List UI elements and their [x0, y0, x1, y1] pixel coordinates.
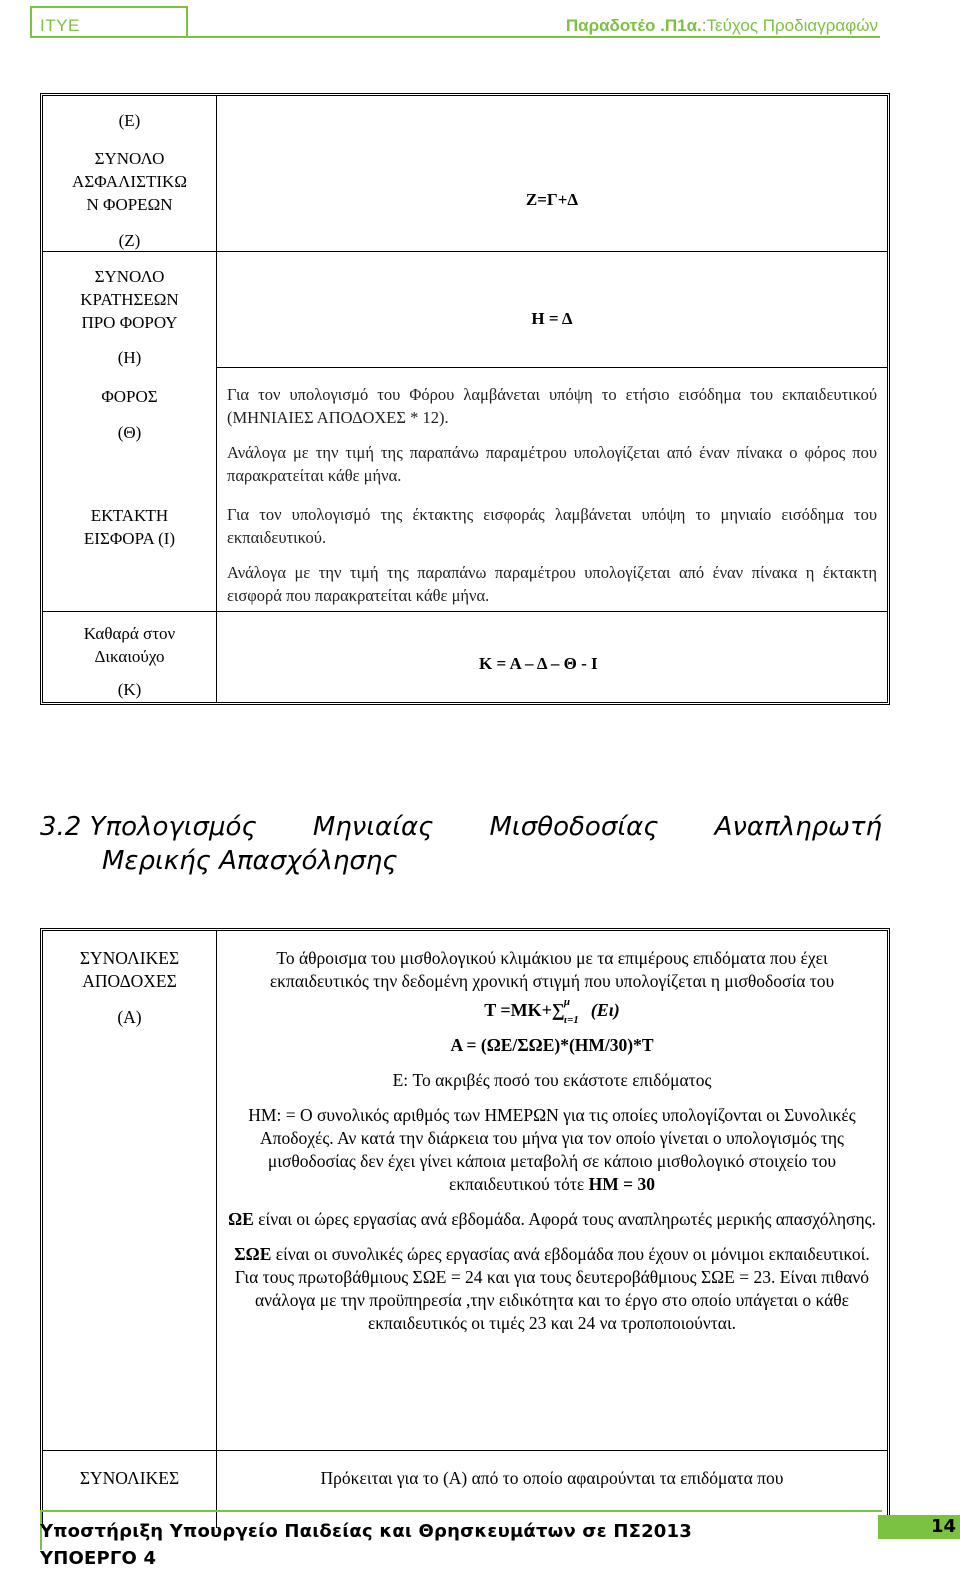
formula-a: Α = (ΩΕ/ΣΩΕ)*(ΗΜ/30)*Τ	[450, 1035, 654, 1055]
cell-formula-z: Ζ=Γ+Δ	[525, 190, 579, 209]
definition-e: E: Το ακριβές ποσό του εκάστοτε επιδόματος	[392, 1070, 712, 1090]
table-salary-breakdown	[40, 93, 890, 705]
section-heading: 3.2 Υπολογισμός Μηνιαίας Μισθοδοσίας Αναπληρωτή Μερικής Απασχόλησης	[40, 812, 882, 876]
header-title-bold: Παραδοτέο .Π1α.	[565, 16, 702, 35]
definition-hm: ΗΜ: = Ο συνολικός αριθμός των ΗΜΕΡΩΝ για τις οποίες υπολογίζονται οι Συνολικές Αποδοχές. Αν κατά την διάρκεια του μήνα για τον οποίο γίνεται ο υπολογισμός της μισθοδοσίας δεν έχει γίνει κάποια μεταβολή σε κάποιο μισθολογικό στοιχείο του εκπαιδευτικού τότε ΗΜ = 30	[248, 1105, 856, 1194]
cell-net-label: Καθαρά στον Δικαιούχο (Κ)	[83, 624, 176, 699]
cell-levy-description: Για τον υπολογισμό της έκτακτης εισφοράς λαμβάνεται υπόψη το μηνιαίο εισόδημα του εκπαιδευτικού. Ανάλογα με την τιμή της παραπάνω παραμέτρου υπολογίζεται από έναν πίνακα η έκτακτη εισφορά που παρακρατείται κάθε μήνα.	[227, 505, 877, 605]
formula-t: T =MK+∑ μ ι=1 (Eι)	[484, 996, 620, 1026]
cell-total-earnings-label: ΣΥΝΟΛΙΚΕΣ ΑΠΟΔΟΧΕΣ (Α)	[79, 948, 180, 1027]
cell-formula-h: Η = Δ	[531, 309, 573, 328]
cell-total-earnings-description: Το άθροισμα του μισθολογικού κλιμάκιου με τα επιμέρους επιδόματα που έχει εκπαιδευτικός την δεδομένη χρονική στιγμή που υπολογίζεται η μισθοδοσία του T =MK+∑ μ ι=1 (Eι) Α = (ΩΕ/ΣΩΕ)*(ΗΜ/30)*Τ E: Το ακριβές ποσό του εκάστοτε επιδόματος ΗΜ: = Ο συνολικός αριθμός των ΗΜΕΡΩΝ για τις οποίες υπολογίζονται οι Συνολικές Αποδοχές. Αν κατά την διάρκεια του μήνα για τον οποίο γίνεται ο υπολογισμός της μισθοδοσίας δεν έχει γίνει κάποια μεταβολή σε κάποιο μισθολογικό στοιχείο του εκπαιδευτικού τότε ΗΜ = 30 ΩΕ είναι οι ώρες εργασίας ανά εβδομάδα. Αφορά τους αναπληρωτές μερικής απασχόλησης. ΣΩΕ είναι οι συνολικές ώρες εργασίας ανά εβδομάδα που έχουν οι μόνιμοι εκπαιδευτικοί. Για τους πρωτοβάθμιους ΣΩΕ = 24 και για τους δευτεροβάθμιους ΣΩΕ = 23. Είναι πιθανό ανάλογα με την προϋπηρεσία ,την ειδικότητα και το έργο στο οποίο υπάγεται ο κάθε εκπαιδευτικός οι τιμές 23 και 24 να τροποποιούνται.	[228, 948, 876, 1333]
page-number: 14	[878, 1515, 960, 1539]
cell-tax-label: ΦΟΡΟΣ (Θ)	[101, 387, 158, 442]
definition-soe: ΣΩΕ είναι οι συνολικές ώρες εργασίας ανά εβδομάδα που έχουν οι μόνιμοι εκπαιδευτικοί. Για τους πρωτοβάθμιους ΣΩΕ = 24 και για τους δευτεροβάθμιους ΣΩΕ = 23. Είναι πιθανό ανάλογα με την προϋπηρεσία ,την ειδικότητα και το έργο στο οποίο υπάγεται ο κάθε εκπαιδευτικός οι τιμές 23 και 24 να τροποποιούνται.	[234, 1244, 870, 1333]
header-title-rest: :Τεύχος Προδιαγραφών	[701, 16, 878, 35]
footer-text: Υποστήριξη Υπουργείο Παιδείας και Θρησκευμάτων σε ΠΣ2013 ΥΠΟΕΡΓΟ 4	[40, 1521, 692, 1569]
cell-row2-description: Πρόκειται για το (Α) από το οποίο αφαιρούνται τα επιδόματα που	[320, 1468, 784, 1488]
header-title	[566, 16, 878, 36]
definition-oe: ΩΕ είναι οι ώρες εργασίας ανά εβδομάδα. Αφορά τους αναπληρωτές μερικής απασχόλησης.	[228, 1209, 876, 1229]
cell-row2-label: ΣΥΝΟΛΙΚΕΣ	[79, 1468, 180, 1488]
table-substitute-payroll	[40, 928, 890, 1528]
cell-levy-label: ΕΚΤΑΚΤΗ ΕΙΣΦΟΡΑ (Ι)	[83, 506, 176, 548]
footer-rule	[40, 1510, 882, 1512]
header-org: ΙΤΥΕ	[40, 16, 80, 35]
cell-tax-description: Για τον υπολογισμό του Φόρου λαμβάνεται υπόψη το ετήσιο εισόδημα του εκπαιδευτικού (ΜΗΝΙΑΙΕΣ ΑΠΟΔΟΧΕΣ * 12). Ανάλογα με την τιμή της παραπάνω παραμέτρου υπολογίζεται από έναν πίνακα ο φόρος που παρακρατείται κάθε μήνα.	[227, 385, 877, 485]
header-rule	[30, 36, 880, 38]
cell-formula-k: Κ = Α – Δ – Θ - Ι	[479, 654, 598, 673]
cell-row-z-label: (Ε) ΣΥΝΟΛΟ ΑΣΦΑΛΙΣΤΙΚΩ Ν ΦΟΡΕΩΝ (Ζ)	[72, 111, 187, 250]
cell-row-h-label: ΣΥΝΟΛΟ ΚΡΑΤΗΣΕΩΝ ΠΡΟ ΦΟΡΟΥ (Η)	[80, 267, 179, 367]
